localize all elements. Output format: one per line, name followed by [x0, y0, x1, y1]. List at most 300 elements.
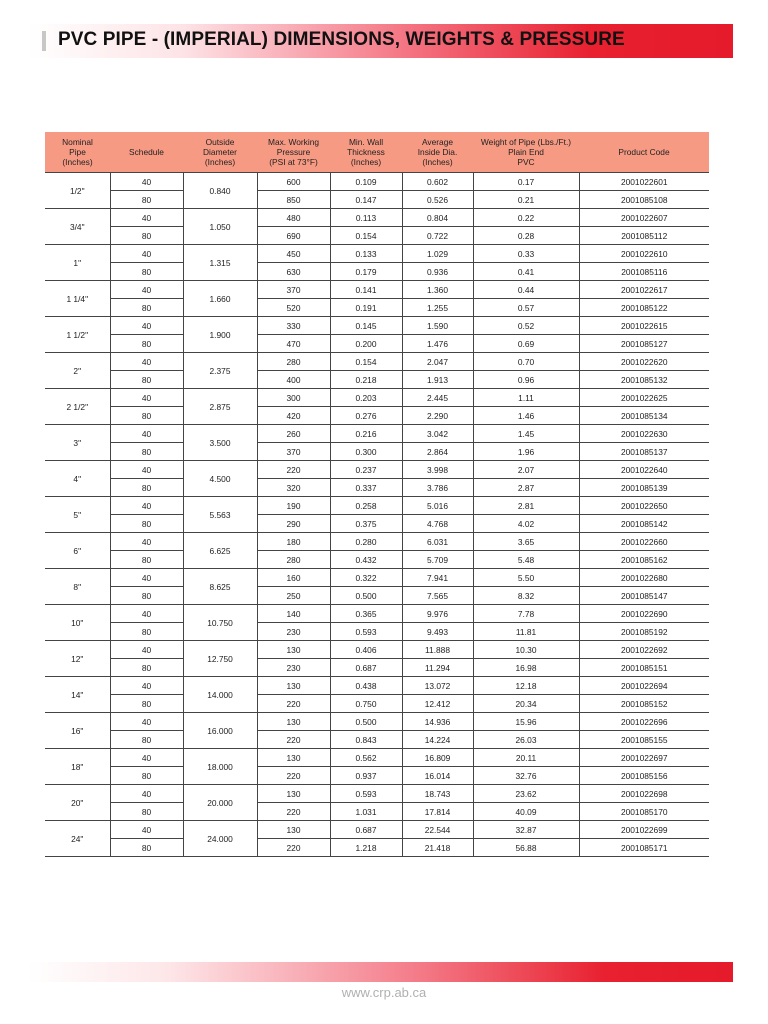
wall-thickness-cell: 0.438 — [330, 677, 402, 695]
schedule-cell: 80 — [110, 767, 183, 785]
pressure-cell: 320 — [257, 479, 330, 497]
outside-diameter-cell: 6.625 — [183, 533, 257, 569]
header-nominal-pipe: Nominal Pipe (Inches) — [45, 132, 110, 173]
wall-thickness-cell: 0.154 — [330, 227, 402, 245]
table-row — [45, 551, 709, 569]
wall-thickness-cell: 0.276 — [330, 407, 402, 425]
header-weight-of-pipe: Weight of Pipe (Lbs./Ft.) Plain End PVC — [473, 132, 579, 173]
weight-cell: 15.96 — [473, 713, 579, 731]
product-code-cell: 2001085151 — [579, 659, 709, 677]
inside-diameter-cell: 1.590 — [402, 317, 473, 335]
pressure-cell: 220 — [257, 839, 330, 857]
pressure-cell: 180 — [257, 533, 330, 551]
table-row — [45, 389, 709, 407]
schedule-cell: 80 — [110, 263, 183, 281]
table-row — [45, 461, 709, 479]
inside-diameter-cell: 7.941 — [402, 569, 473, 587]
product-code-cell: 2001022625 — [579, 389, 709, 407]
inside-diameter-cell: 4.768 — [402, 515, 473, 533]
schedule-cell: 80 — [110, 479, 183, 497]
wall-thickness-cell: 0.109 — [330, 173, 402, 191]
wall-thickness-cell: 0.145 — [330, 317, 402, 335]
schedule-cell: 40 — [110, 461, 183, 479]
wall-thickness-cell: 0.593 — [330, 785, 402, 803]
inside-diameter-cell: 11.888 — [402, 641, 473, 659]
product-code-cell: 2001022607 — [579, 209, 709, 227]
inside-diameter-cell: 21.418 — [402, 839, 473, 857]
pressure-cell: 250 — [257, 587, 330, 605]
wall-thickness-cell: 0.750 — [330, 695, 402, 713]
schedule-cell: 40 — [110, 425, 183, 443]
weight-cell: 0.57 — [473, 299, 579, 317]
schedule-cell: 40 — [110, 209, 183, 227]
wall-thickness-cell: 0.337 — [330, 479, 402, 497]
schedule-cell: 40 — [110, 317, 183, 335]
product-code-cell: 2001085142 — [579, 515, 709, 533]
weight-cell: 12.18 — [473, 677, 579, 695]
pressure-cell: 230 — [257, 659, 330, 677]
schedule-cell: 40 — [110, 389, 183, 407]
header-schedule: Schedule — [110, 132, 183, 173]
schedule-cell: 80 — [110, 371, 183, 389]
schedule-cell: 40 — [110, 749, 183, 767]
schedule-cell: 80 — [110, 731, 183, 749]
pressure-cell: 600 — [257, 173, 330, 191]
weight-cell: 0.17 — [473, 173, 579, 191]
weight-cell: 0.70 — [473, 353, 579, 371]
weight-cell: 20.11 — [473, 749, 579, 767]
weight-cell: 0.21 — [473, 191, 579, 209]
inside-diameter-cell: 2.864 — [402, 443, 473, 461]
weight-cell: 0.22 — [473, 209, 579, 227]
product-code-cell: 2001085112 — [579, 227, 709, 245]
inside-diameter-cell: 16.014 — [402, 767, 473, 785]
schedule-cell: 40 — [110, 641, 183, 659]
schedule-cell: 40 — [110, 173, 183, 191]
schedule-cell: 40 — [110, 677, 183, 695]
inside-diameter-cell: 3.786 — [402, 479, 473, 497]
schedule-cell: 80 — [110, 803, 183, 821]
weight-cell: 0.41 — [473, 263, 579, 281]
weight-cell: 11.81 — [473, 623, 579, 641]
inside-diameter-cell: 3.042 — [402, 425, 473, 443]
product-code-cell: 2001085127 — [579, 335, 709, 353]
product-code-cell: 2001085192 — [579, 623, 709, 641]
product-code-cell: 2001085171 — [579, 839, 709, 857]
product-code-cell: 2001022699 — [579, 821, 709, 839]
pressure-cell: 190 — [257, 497, 330, 515]
weight-cell: 5.48 — [473, 551, 579, 569]
pressure-cell: 220 — [257, 731, 330, 749]
schedule-cell: 40 — [110, 569, 183, 587]
inside-diameter-cell: 2.445 — [402, 389, 473, 407]
wall-thickness-cell: 0.687 — [330, 821, 402, 839]
table-row — [45, 605, 709, 623]
wall-thickness-cell: 0.322 — [330, 569, 402, 587]
weight-cell: 32.87 — [473, 821, 579, 839]
table-row — [45, 659, 709, 677]
inside-diameter-cell: 9.493 — [402, 623, 473, 641]
pressure-cell: 420 — [257, 407, 330, 425]
table-row — [45, 209, 709, 227]
table-row — [45, 425, 709, 443]
weight-cell: 5.50 — [473, 569, 579, 587]
table-row — [45, 623, 709, 641]
wall-thickness-cell: 0.141 — [330, 281, 402, 299]
schedule-cell: 40 — [110, 533, 183, 551]
table-row — [45, 821, 709, 839]
inside-diameter-cell: 14.936 — [402, 713, 473, 731]
product-code-cell: 2001022692 — [579, 641, 709, 659]
schedule-cell: 80 — [110, 299, 183, 317]
weight-cell: 2.81 — [473, 497, 579, 515]
pressure-cell: 480 — [257, 209, 330, 227]
schedule-cell: 80 — [110, 551, 183, 569]
pressure-cell: 260 — [257, 425, 330, 443]
weight-cell: 40.09 — [473, 803, 579, 821]
schedule-cell: 80 — [110, 407, 183, 425]
nominal-pipe-cell: 12" — [45, 641, 110, 677]
inside-diameter-cell: 1.476 — [402, 335, 473, 353]
nominal-pipe-cell: 18" — [45, 749, 110, 785]
schedule-cell: 40 — [110, 497, 183, 515]
product-code-cell: 2001022697 — [579, 749, 709, 767]
schedule-cell: 40 — [110, 245, 183, 263]
table-row — [45, 263, 709, 281]
table-row — [45, 353, 709, 371]
table-row — [45, 713, 709, 731]
table-row — [45, 839, 709, 857]
table-row — [45, 695, 709, 713]
table-row — [45, 191, 709, 209]
nominal-pipe-cell: 1" — [45, 245, 110, 281]
nominal-pipe-cell: 4" — [45, 461, 110, 497]
pressure-cell: 690 — [257, 227, 330, 245]
weight-cell: 8.32 — [473, 587, 579, 605]
outside-diameter-cell: 0.840 — [183, 173, 257, 209]
product-code-cell: 2001022630 — [579, 425, 709, 443]
pressure-cell: 470 — [257, 335, 330, 353]
weight-cell: 3.65 — [473, 533, 579, 551]
schedule-cell: 80 — [110, 839, 183, 857]
product-code-cell: 2001022615 — [579, 317, 709, 335]
weight-cell: 23.62 — [473, 785, 579, 803]
outside-diameter-cell: 10.750 — [183, 605, 257, 641]
pressure-cell: 230 — [257, 623, 330, 641]
weight-cell: 0.52 — [473, 317, 579, 335]
schedule-cell: 80 — [110, 515, 183, 533]
wall-thickness-cell: 0.179 — [330, 263, 402, 281]
table-row — [45, 335, 709, 353]
header-min-wall-thickness: Min. Wall Thickness (Inches) — [330, 132, 402, 173]
nominal-pipe-cell: 3/4" — [45, 209, 110, 245]
table-row — [45, 731, 709, 749]
weight-cell: 1.96 — [473, 443, 579, 461]
wall-thickness-cell: 0.147 — [330, 191, 402, 209]
weight-cell: 4.02 — [473, 515, 579, 533]
schedule-cell: 40 — [110, 821, 183, 839]
table-row — [45, 479, 709, 497]
pressure-cell: 300 — [257, 389, 330, 407]
nominal-pipe-cell: 1/2" — [45, 173, 110, 209]
table-row — [45, 245, 709, 263]
weight-cell: 0.28 — [473, 227, 579, 245]
table-row — [45, 767, 709, 785]
pressure-cell: 280 — [257, 353, 330, 371]
inside-diameter-cell: 1.913 — [402, 371, 473, 389]
outside-diameter-cell: 8.625 — [183, 569, 257, 605]
nominal-pipe-cell: 3" — [45, 425, 110, 461]
inside-diameter-cell: 0.526 — [402, 191, 473, 209]
product-code-cell: 2001022698 — [579, 785, 709, 803]
schedule-cell: 40 — [110, 605, 183, 623]
outside-diameter-cell: 14.000 — [183, 677, 257, 713]
inside-diameter-cell: 2.290 — [402, 407, 473, 425]
product-code-cell: 2001085162 — [579, 551, 709, 569]
nominal-pipe-cell: 14" — [45, 677, 110, 713]
table-row — [45, 677, 709, 695]
wall-thickness-cell: 0.687 — [330, 659, 402, 677]
nominal-pipe-cell: 1 1/2" — [45, 317, 110, 353]
inside-diameter-cell: 6.031 — [402, 533, 473, 551]
schedule-cell: 80 — [110, 443, 183, 461]
pressure-cell: 220 — [257, 803, 330, 821]
schedule-cell: 80 — [110, 695, 183, 713]
table-row — [45, 641, 709, 659]
table-row — [45, 533, 709, 551]
nominal-pipe-cell: 1 1/4" — [45, 281, 110, 317]
inside-diameter-cell: 7.565 — [402, 587, 473, 605]
weight-cell: 10.30 — [473, 641, 579, 659]
outside-diameter-cell: 4.500 — [183, 461, 257, 497]
outside-diameter-cell: 18.000 — [183, 749, 257, 785]
nominal-pipe-cell: 8" — [45, 569, 110, 605]
product-code-cell: 2001085139 — [579, 479, 709, 497]
weight-cell: 20.34 — [473, 695, 579, 713]
inside-diameter-cell: 2.047 — [402, 353, 473, 371]
table-row — [45, 227, 709, 245]
wall-thickness-cell: 0.593 — [330, 623, 402, 641]
product-code-cell: 2001085170 — [579, 803, 709, 821]
wall-thickness-cell: 0.203 — [330, 389, 402, 407]
table-row — [45, 569, 709, 587]
product-code-cell: 2001022660 — [579, 533, 709, 551]
wall-thickness-cell: 1.218 — [330, 839, 402, 857]
product-code-cell: 2001085108 — [579, 191, 709, 209]
table-row — [45, 443, 709, 461]
header-outside-diameter: Outside Diameter (Inches) — [183, 132, 257, 173]
table-header-row — [45, 132, 709, 173]
wall-thickness-cell: 0.406 — [330, 641, 402, 659]
pressure-cell: 400 — [257, 371, 330, 389]
product-code-cell: 2001085122 — [579, 299, 709, 317]
nominal-pipe-cell: 5" — [45, 497, 110, 533]
inside-diameter-cell: 17.814 — [402, 803, 473, 821]
wall-thickness-cell: 0.113 — [330, 209, 402, 227]
inside-diameter-cell: 3.998 — [402, 461, 473, 479]
outside-diameter-cell: 12.750 — [183, 641, 257, 677]
product-code-cell: 2001085152 — [579, 695, 709, 713]
inside-diameter-cell: 0.602 — [402, 173, 473, 191]
inside-diameter-cell: 9.976 — [402, 605, 473, 623]
schedule-cell: 80 — [110, 227, 183, 245]
weight-cell: 2.87 — [473, 479, 579, 497]
product-code-cell: 2001022696 — [579, 713, 709, 731]
product-code-cell: 2001022680 — [579, 569, 709, 587]
inside-diameter-cell: 12.412 — [402, 695, 473, 713]
table-row — [45, 317, 709, 335]
weight-cell: 1.46 — [473, 407, 579, 425]
wall-thickness-cell: 1.031 — [330, 803, 402, 821]
nominal-pipe-cell: 20" — [45, 785, 110, 821]
schedule-cell: 40 — [110, 353, 183, 371]
footer-bar — [28, 962, 733, 982]
pressure-cell: 220 — [257, 767, 330, 785]
inside-diameter-cell: 5.709 — [402, 551, 473, 569]
product-code-cell: 2001022620 — [579, 353, 709, 371]
nominal-pipe-cell: 6" — [45, 533, 110, 569]
product-code-cell: 2001085132 — [579, 371, 709, 389]
table-row — [45, 173, 709, 191]
inside-diameter-cell: 0.722 — [402, 227, 473, 245]
pressure-cell: 280 — [257, 551, 330, 569]
inside-diameter-cell: 0.804 — [402, 209, 473, 227]
wall-thickness-cell: 0.200 — [330, 335, 402, 353]
wall-thickness-cell: 0.216 — [330, 425, 402, 443]
weight-cell: 1.11 — [473, 389, 579, 407]
weight-cell: 7.78 — [473, 605, 579, 623]
wall-thickness-cell: 0.237 — [330, 461, 402, 479]
outside-diameter-cell: 1.900 — [183, 317, 257, 353]
pressure-cell: 220 — [257, 695, 330, 713]
nominal-pipe-cell: 2 1/2" — [45, 389, 110, 425]
table-row — [45, 749, 709, 767]
wall-thickness-cell: 0.432 — [330, 551, 402, 569]
product-code-cell: 2001022650 — [579, 497, 709, 515]
inside-diameter-cell: 22.544 — [402, 821, 473, 839]
product-code-cell: 2001085137 — [579, 443, 709, 461]
pressure-cell: 370 — [257, 443, 330, 461]
schedule-cell: 80 — [110, 587, 183, 605]
pressure-cell: 130 — [257, 821, 330, 839]
outside-diameter-cell: 1.660 — [183, 281, 257, 317]
product-code-cell: 2001022694 — [579, 677, 709, 695]
wall-thickness-cell: 0.500 — [330, 713, 402, 731]
pressure-cell: 850 — [257, 191, 330, 209]
schedule-cell: 40 — [110, 713, 183, 731]
weight-cell: 0.69 — [473, 335, 579, 353]
wall-thickness-cell: 0.562 — [330, 749, 402, 767]
inside-diameter-cell: 5.016 — [402, 497, 473, 515]
product-code-cell: 2001085155 — [579, 731, 709, 749]
pressure-cell: 140 — [257, 605, 330, 623]
pressure-cell: 130 — [257, 749, 330, 767]
table-row — [45, 587, 709, 605]
pressure-cell: 520 — [257, 299, 330, 317]
footer-url: www.crp.ab.ca — [341, 985, 427, 1000]
product-code-cell: 2001022690 — [579, 605, 709, 623]
inside-diameter-cell: 18.743 — [402, 785, 473, 803]
wall-thickness-cell: 0.154 — [330, 353, 402, 371]
inside-diameter-cell: 11.294 — [402, 659, 473, 677]
product-code-cell: 2001085116 — [579, 263, 709, 281]
outside-diameter-cell: 1.050 — [183, 209, 257, 245]
nominal-pipe-cell: 16" — [45, 713, 110, 749]
pressure-cell: 160 — [257, 569, 330, 587]
outside-diameter-cell: 3.500 — [183, 425, 257, 461]
wall-thickness-cell: 0.843 — [330, 731, 402, 749]
pressure-cell: 630 — [257, 263, 330, 281]
wall-thickness-cell: 0.280 — [330, 533, 402, 551]
table-row — [45, 299, 709, 317]
inside-diameter-cell: 1.360 — [402, 281, 473, 299]
schedule-cell: 40 — [110, 281, 183, 299]
pressure-cell: 370 — [257, 281, 330, 299]
wall-thickness-cell: 0.375 — [330, 515, 402, 533]
inside-diameter-cell: 16.809 — [402, 749, 473, 767]
product-code-cell: 2001022617 — [579, 281, 709, 299]
table-row — [45, 407, 709, 425]
header-max-working-pressure: Max. Working Pressure (PSI at 73°F) — [257, 132, 330, 173]
outside-diameter-cell: 5.563 — [183, 497, 257, 533]
product-code-cell: 2001022640 — [579, 461, 709, 479]
wall-thickness-cell: 0.937 — [330, 767, 402, 785]
nominal-pipe-cell: 2" — [45, 353, 110, 389]
product-code-cell: 2001085147 — [579, 587, 709, 605]
header-average-inside-dia: Average Inside Dia. (Inches) — [402, 132, 473, 173]
pressure-cell: 130 — [257, 785, 330, 803]
weight-cell: 1.45 — [473, 425, 579, 443]
product-code-cell: 2001085134 — [579, 407, 709, 425]
product-code-cell: 2001022601 — [579, 173, 709, 191]
table-row — [45, 371, 709, 389]
pressure-cell: 130 — [257, 641, 330, 659]
pressure-cell: 330 — [257, 317, 330, 335]
wall-thickness-cell: 0.258 — [330, 497, 402, 515]
page-title: PVC PIPE - (IMPERIAL) DIMENSIONS, WEIGHTS & PRESSURE — [58, 29, 625, 50]
pressure-cell: 130 — [257, 677, 330, 695]
wall-thickness-cell: 0.500 — [330, 587, 402, 605]
weight-cell: 0.44 — [473, 281, 579, 299]
outside-diameter-cell: 1.315 — [183, 245, 257, 281]
schedule-cell: 80 — [110, 659, 183, 677]
outside-diameter-cell: 24.000 — [183, 821, 257, 857]
schedule-cell: 80 — [110, 191, 183, 209]
outside-diameter-cell: 2.875 — [183, 389, 257, 425]
schedule-cell: 40 — [110, 785, 183, 803]
pressure-cell: 450 — [257, 245, 330, 263]
wall-thickness-cell: 0.365 — [330, 605, 402, 623]
outside-diameter-cell: 2.375 — [183, 353, 257, 389]
weight-cell: 16.98 — [473, 659, 579, 677]
pressure-cell: 220 — [257, 461, 330, 479]
wall-thickness-cell: 0.218 — [330, 371, 402, 389]
weight-cell: 0.96 — [473, 371, 579, 389]
inside-diameter-cell: 14.224 — [402, 731, 473, 749]
inside-diameter-cell: 1.029 — [402, 245, 473, 263]
nominal-pipe-cell: 24" — [45, 821, 110, 857]
table-row — [45, 803, 709, 821]
inside-diameter-cell: 1.255 — [402, 299, 473, 317]
table-row — [45, 785, 709, 803]
outside-diameter-cell: 16.000 — [183, 713, 257, 749]
schedule-cell: 80 — [110, 335, 183, 353]
table-row — [45, 497, 709, 515]
wall-thickness-cell: 0.300 — [330, 443, 402, 461]
wall-thickness-cell: 0.191 — [330, 299, 402, 317]
header-product-code: Product Code — [579, 132, 709, 173]
pressure-cell: 290 — [257, 515, 330, 533]
